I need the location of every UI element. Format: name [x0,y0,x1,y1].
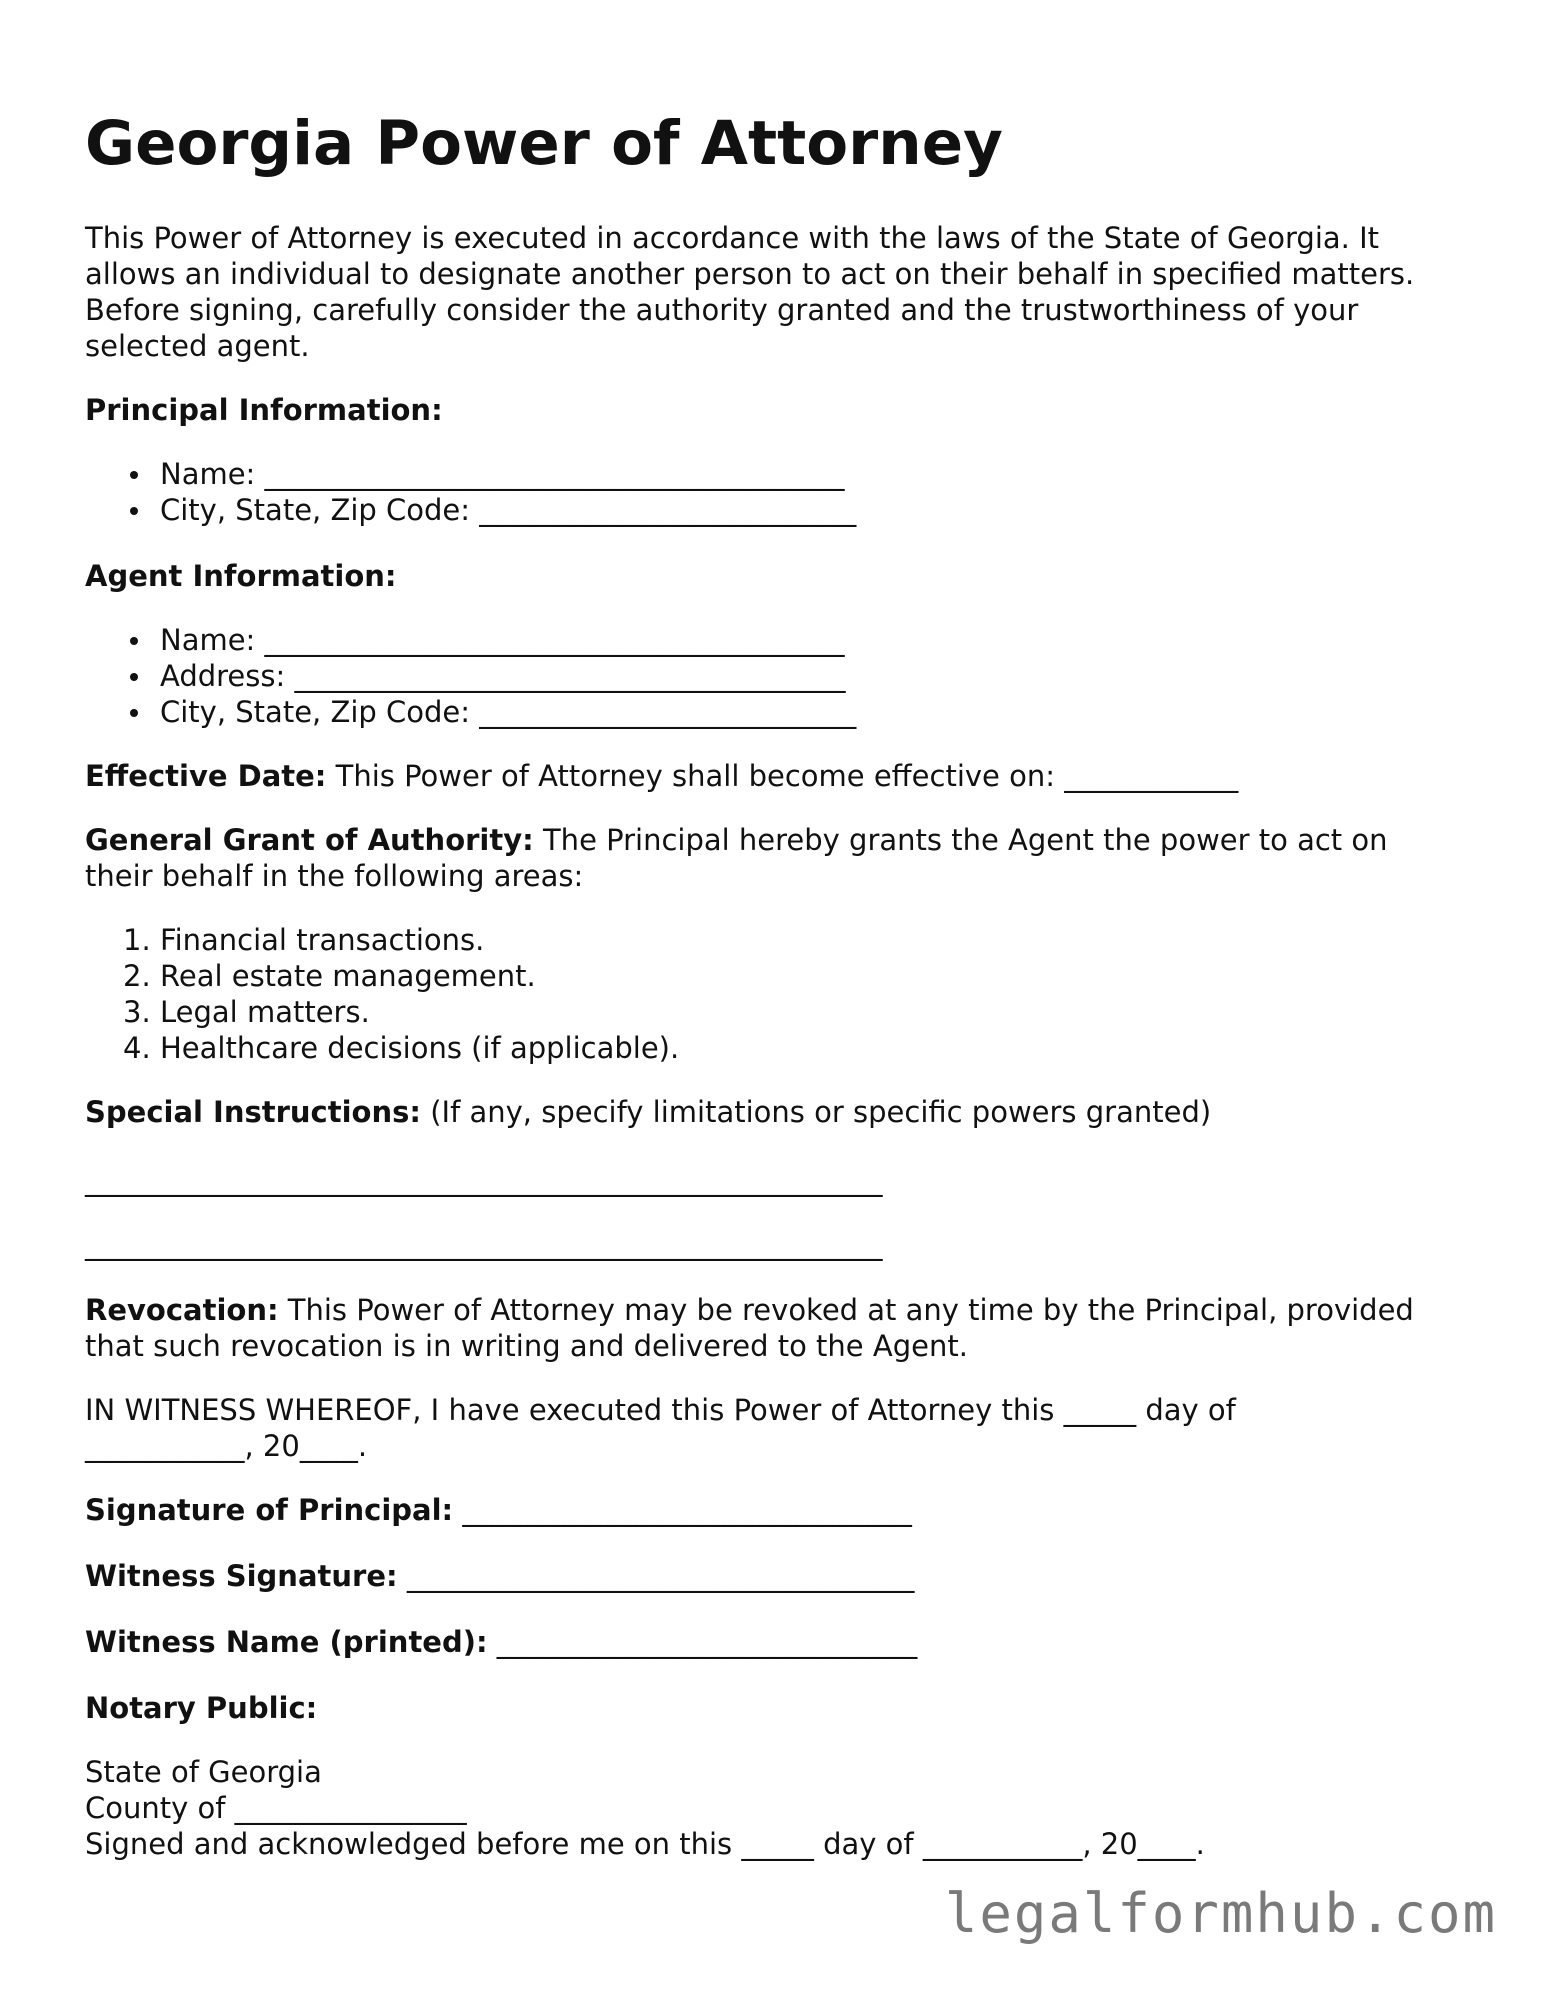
principal-signature-row [85,1492,1465,1528]
grant-item-text: Healthcare decisions (if applicable). [160,1031,680,1065]
principal-name-field[interactable]: Name: ________________________________________ [85,456,1465,492]
revocation-paragraph [85,1292,1415,1364]
document-title: Georgia Power of Attorney [85,108,1003,179]
principal-list [85,456,1465,528]
grant-paragraph [85,822,1445,894]
grant-item-number: 2. [123,959,151,993]
witness-name-label: Witness Name (printed): [85,1625,488,1659]
notary-heading: Notary Public: [85,1691,318,1725]
grant-item [85,994,1465,1030]
witness-name-row [85,1624,1465,1660]
grant-item-number: 3. [123,995,151,1029]
grant-label: General Grant of Authority: [85,823,534,857]
notary-state: State of Georgia [85,1755,322,1789]
revocation-label: Revocation: [85,1293,279,1327]
grant-item [85,1030,1465,1066]
special-instructions-label: Special Instructions: [85,1095,421,1129]
special-instructions-line-2[interactable]: _______________________________________________________ [85,1227,883,1261]
effective-date-label: Effective Date: [85,759,327,793]
witness-whereof-line-1[interactable]: IN WITNESS WHEREOF, I have executed this Power of Attorney this _____ day of [85,1393,1236,1427]
agent-list [85,622,1465,730]
witness-signature-label: Witness Signature: [85,1559,398,1593]
grant-item-number: 4. [123,1031,151,1065]
grant-text: The Principal hereby grants the Agent the power to act on their behalf in the following areas: [85,823,1388,893]
grant-item-text: Real estate management. [160,959,536,993]
principal-city-field[interactable]: City, State, Zip Code: __________________________ [85,492,1465,528]
agent-name-field[interactable]: Name: ________________________________________ [85,622,1465,658]
effective-date-text[interactable]: This Power of Attorney shall become effective on: ____________ [326,759,1239,793]
grant-item-number: 1. [123,923,151,957]
grant-item-text: Financial transactions. [160,923,485,957]
witness-name-line[interactable]: _____________________________ [487,1625,918,1659]
grant-list [85,922,1465,1066]
special-instructions-line-1[interactable]: _______________________________________________________ [85,1163,883,1197]
grant-item-text: Legal matters. [160,995,370,1029]
notary-county[interactable]: County of ________________ [85,1791,467,1825]
special-instructions-paragraph [85,1094,1465,1130]
effective-date-paragraph [85,758,1465,794]
principal-signature-line[interactable]: _______________________________ [453,1493,912,1527]
witness-whereof-line-2[interactable]: ___________, 20____. [85,1429,368,1463]
agent-address-field[interactable]: Address: ______________________________________ [85,658,1465,694]
principal-signature-label: Signature of Principal: [85,1493,454,1527]
special-instructions-text: (If any, specify limitations or specific powers granted) [420,1095,1212,1129]
revocation-text: This Power of Attorney may be revoked at any time by the Principal, provided that such revocation is in writing and delivered to the Agent. [85,1293,1414,1363]
witness-signature-line[interactable]: ___________________________________ [397,1559,915,1593]
grant-item [85,922,1465,958]
principal-heading: Principal Information: [85,393,443,427]
witness-signature-row [85,1558,1465,1594]
grant-item [85,958,1465,994]
intro-paragraph: This Power of Attorney is executed in accordance with the laws of the State of Georgia. It allows an individual to designate another person to act on their behalf in specified matters. Before signing, carefully consider the authority granted and the trustworthiness of your selected agent. [85,221,1415,363]
agent-heading: Agent Information: [85,559,397,593]
agent-city-field[interactable]: City, State, Zip Code: __________________________ [85,694,1465,730]
notary-acknowledgment[interactable]: Signed and acknowledged before me on this _____ day of ___________, 20____. [85,1827,1205,1861]
watermark: legalformhub.com [944,1882,1497,1945]
